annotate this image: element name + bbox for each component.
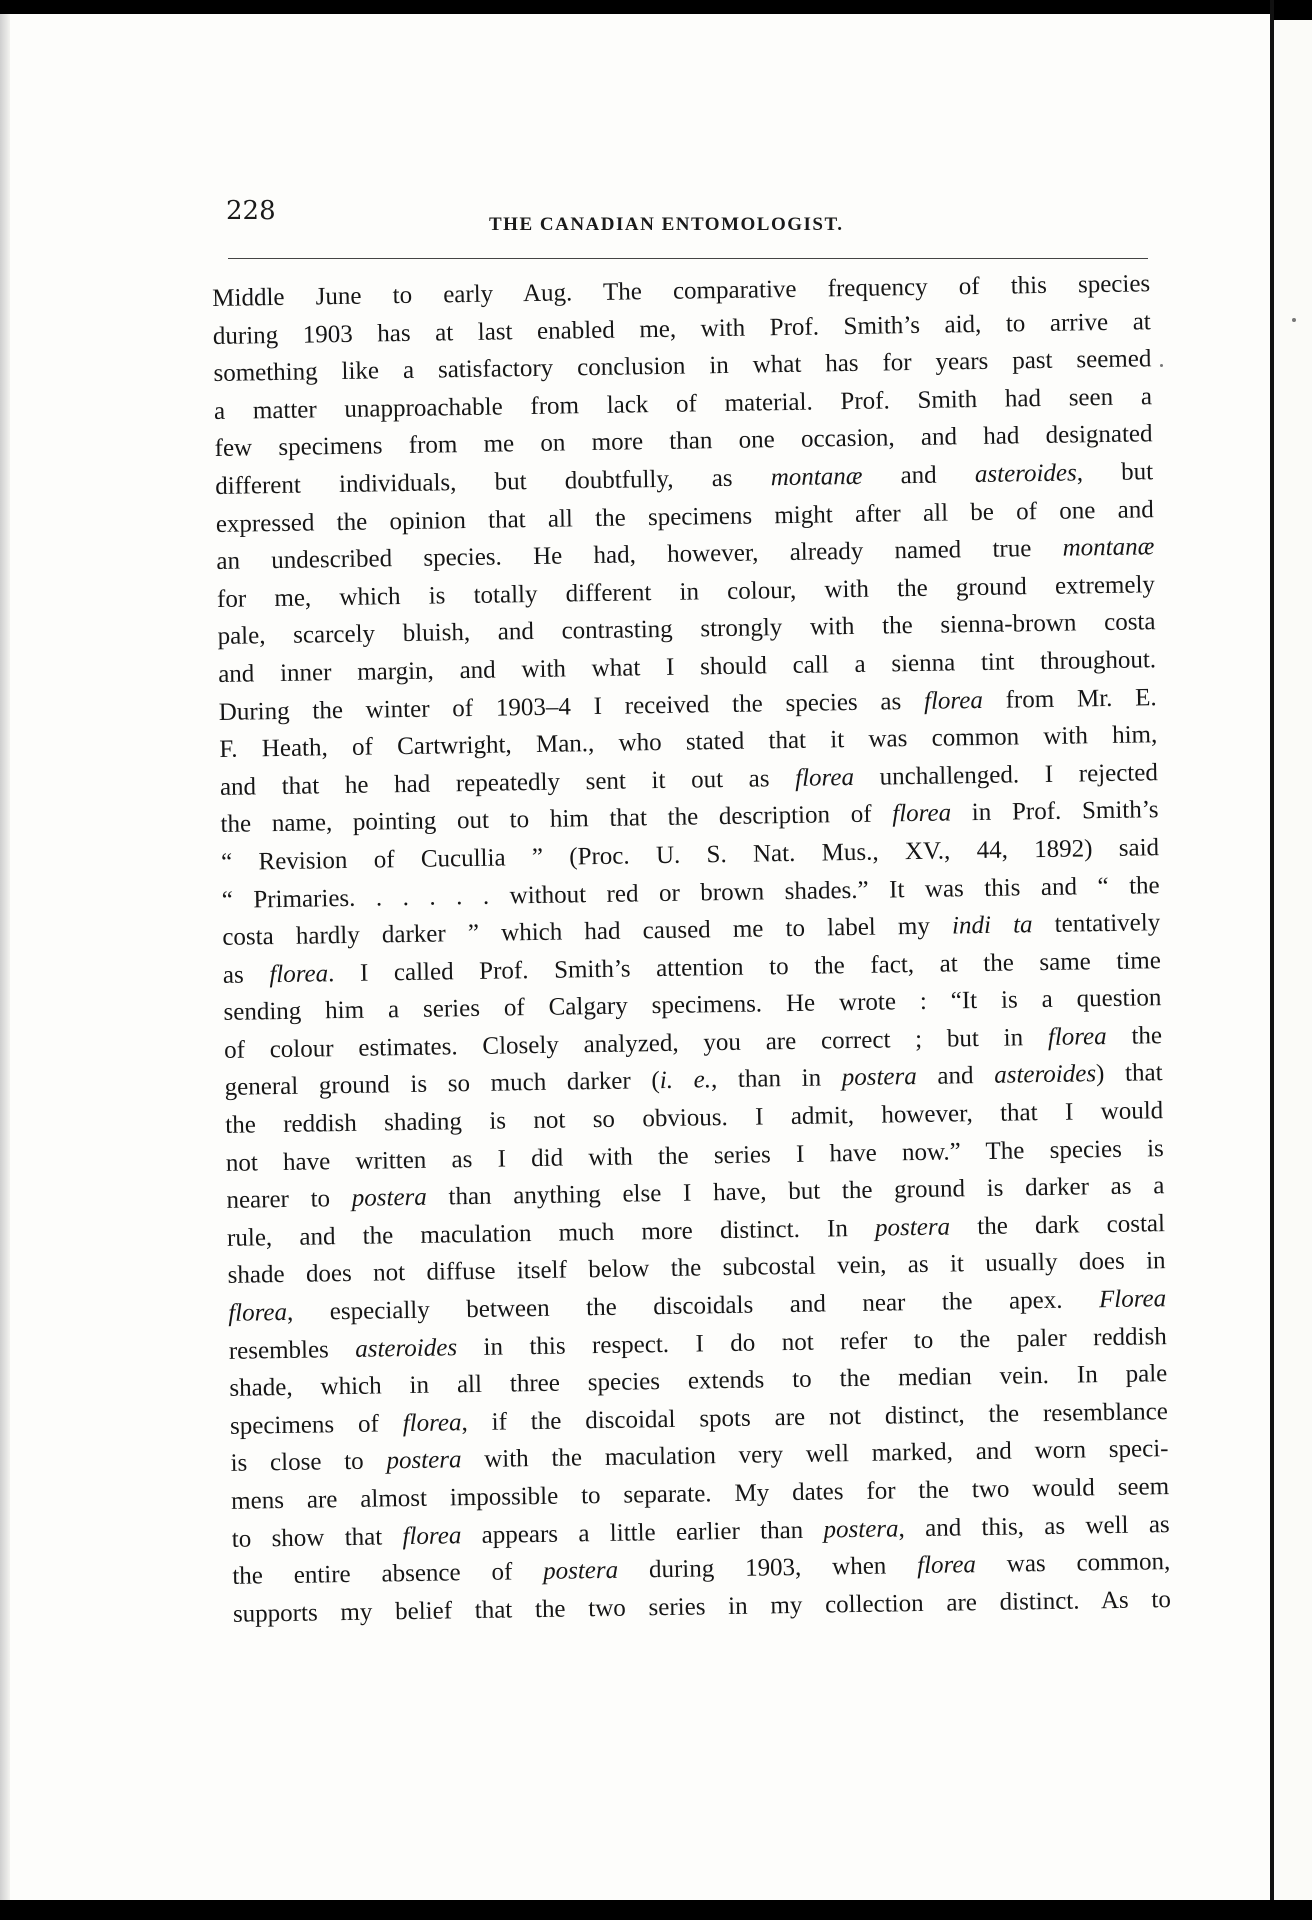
italic-term: asteroides bbox=[355, 1333, 458, 1363]
text-run: a matter unapproachable from lack of material. Prof. Smith had seen a bbox=[213, 383, 1153, 425]
text-run: shade, which in all three species extends to the median vein. In pale bbox=[229, 1360, 1168, 1403]
italic-term: postera bbox=[823, 1514, 899, 1544]
italic-term: florea bbox=[794, 763, 855, 792]
text-run: supports my belief that the two series in my collection are distinct. As to bbox=[232, 1585, 1172, 1628]
italic-term: postera bbox=[841, 1063, 917, 1092]
text-run: and bbox=[862, 461, 976, 490]
text-run: different individuals, but doubtfully, as bbox=[215, 464, 771, 500]
text-run: few specimens from me on more than one occasion, and had designated bbox=[214, 420, 1153, 463]
adjacent-page-margin bbox=[1274, 20, 1312, 1900]
text-run: , than in bbox=[710, 1064, 842, 1094]
text-run: shade does not diffuse itself below the subcostal vein, as it usually does in bbox=[227, 1247, 1166, 1290]
text-run: the entire absence of bbox=[232, 1558, 544, 1591]
text-run: general ground is so much darker ( bbox=[224, 1067, 660, 1102]
italic-term: postera bbox=[386, 1446, 462, 1475]
italic-term: florea bbox=[892, 799, 952, 828]
text-run: F. Heath, of Cartwright, Man., who stated that it was common with him, bbox=[219, 721, 1158, 764]
text-run: and inner margin, and with what I should call a sienna tint throughout. bbox=[217, 646, 1157, 688]
italic-term: florea bbox=[402, 1521, 462, 1550]
text-run: ) that bbox=[1095, 1059, 1163, 1088]
text-run: resembles bbox=[228, 1335, 356, 1365]
italic-term: florea bbox=[269, 959, 329, 988]
text-run: costa hardly darker ” which had caused me to label my bbox=[222, 912, 953, 952]
text-run: the reddish shading is not so obvious. I admit, however, that I would bbox=[225, 1097, 1164, 1139]
text-run: for me, which is totally different in colour, with the ground extremely bbox=[216, 570, 1156, 613]
text-run: and that he had repeatedly sent it out as bbox=[219, 764, 796, 801]
text-run: , especially between the discoidals and near the apex. bbox=[286, 1286, 1100, 1326]
italic-term: asteroides bbox=[974, 459, 1077, 489]
italic-term: florea bbox=[402, 1409, 462, 1437]
text-run: something like a satisfactory conclusion in what has for years past seemed bbox=[213, 345, 1152, 388]
italic-term: florea bbox=[1047, 1022, 1107, 1051]
text-run: not have written as I did with the series I have now.” The species is bbox=[225, 1134, 1164, 1177]
text-run: during 1903, when bbox=[617, 1552, 918, 1584]
text-run: sending him a series of Calgary specimens. He wrote : “It is a question bbox=[223, 984, 1162, 1027]
text-run: Middle June to early Aug. The comparative frequency of this species bbox=[212, 270, 1151, 312]
scan-bottom-border bbox=[0, 1900, 1312, 1920]
page-left-edge bbox=[0, 14, 10, 1900]
text-run: “ Primaries. . . . . . without red or brown shades.” It was this and “ the bbox=[221, 871, 1160, 914]
text-run: an undescribed species. He had, however, already named true bbox=[216, 534, 1063, 576]
text-run: . I called Prof. Smith’s attention to the fact, at the same time bbox=[327, 946, 1162, 987]
italic-term: montanæ bbox=[770, 462, 863, 492]
text-run: unchallenged. I rejected bbox=[853, 758, 1159, 791]
text-run: in Prof. Smith’s bbox=[950, 796, 1159, 827]
scan-speck bbox=[1160, 364, 1163, 367]
italic-term: asteroides bbox=[994, 1060, 1097, 1090]
text-run: , if the discoidal spots are not distinct, the resemblance bbox=[461, 1397, 1169, 1437]
text-run: rule, and the maculation much more distinct. In bbox=[226, 1214, 876, 1252]
text-run: is close to bbox=[230, 1447, 387, 1478]
text-run: of colour estimates. Closely analyzed, you are correct ; but in bbox=[223, 1023, 1049, 1064]
text-run: to show that bbox=[231, 1522, 403, 1553]
text-run: tentatively bbox=[1032, 909, 1161, 939]
header-rule bbox=[228, 258, 1148, 259]
text-run: the name, pointing out to him that the description of bbox=[220, 800, 893, 839]
text-run: mens are almost impossible to separate. My dates for the two would seem bbox=[230, 1473, 1170, 1515]
italic-term: postera bbox=[542, 1556, 619, 1586]
italic-term: indi ta bbox=[951, 911, 1033, 940]
text-run: , but bbox=[1076, 458, 1154, 487]
text-run: During the winter of 1903–4 I received the species as bbox=[218, 687, 925, 726]
italic-term: postera bbox=[351, 1183, 427, 1213]
italic-term: florea bbox=[923, 686, 984, 715]
italic-term: florea bbox=[916, 1551, 977, 1580]
text-run: appears a little earlier than bbox=[461, 1516, 824, 1549]
text-run: , and this, as well as bbox=[898, 1510, 1170, 1542]
text-run: “ Revision of Cucullia ” (Proc. U. S. Nat. Mus., XV., 44, 1892) said bbox=[220, 834, 1160, 876]
text-run: as bbox=[222, 960, 270, 989]
text-run: was common, bbox=[975, 1548, 1171, 1579]
text-run: specimens of bbox=[229, 1409, 403, 1440]
text-run: the dark costal bbox=[949, 1209, 1166, 1241]
text-run: in this respect. I do not refer to the paler reddish bbox=[456, 1322, 1167, 1361]
scan-speck bbox=[1292, 318, 1296, 322]
text-run: than anything else I have, but the ground is darker as a bbox=[426, 1172, 1165, 1211]
italic-term: postera bbox=[874, 1213, 951, 1242]
text-run: pale, scarcely bluish, and contrasting strongly with the sienna-brown costa bbox=[217, 608, 1156, 651]
text-run: during 1903 has at last enabled me, with Prof. Smith’s aid, to arrive at bbox=[212, 307, 1151, 350]
page-number: 228 bbox=[226, 196, 276, 226]
text-run: and bbox=[916, 1062, 995, 1091]
italic-term: montanæ bbox=[1062, 533, 1155, 562]
italic-term: Florea bbox=[1098, 1285, 1167, 1314]
italic-term: florea bbox=[228, 1298, 288, 1327]
text-run: expressed the opinion that all the specimens might after all be of one and bbox=[215, 495, 1154, 538]
text-run: nearer to bbox=[226, 1185, 353, 1215]
running-head: THE CANADIAN ENTOMOLOGIST. bbox=[489, 214, 844, 235]
text-run: from Mr. E. bbox=[982, 683, 1157, 714]
text-run: with the maculation very well marked, and worn speci- bbox=[461, 1435, 1169, 1474]
italic-term: i. e. bbox=[659, 1066, 712, 1095]
body-text bbox=[212, 265, 1171, 1633]
page-header bbox=[226, 196, 1146, 240]
text-run: the bbox=[1106, 1022, 1163, 1050]
